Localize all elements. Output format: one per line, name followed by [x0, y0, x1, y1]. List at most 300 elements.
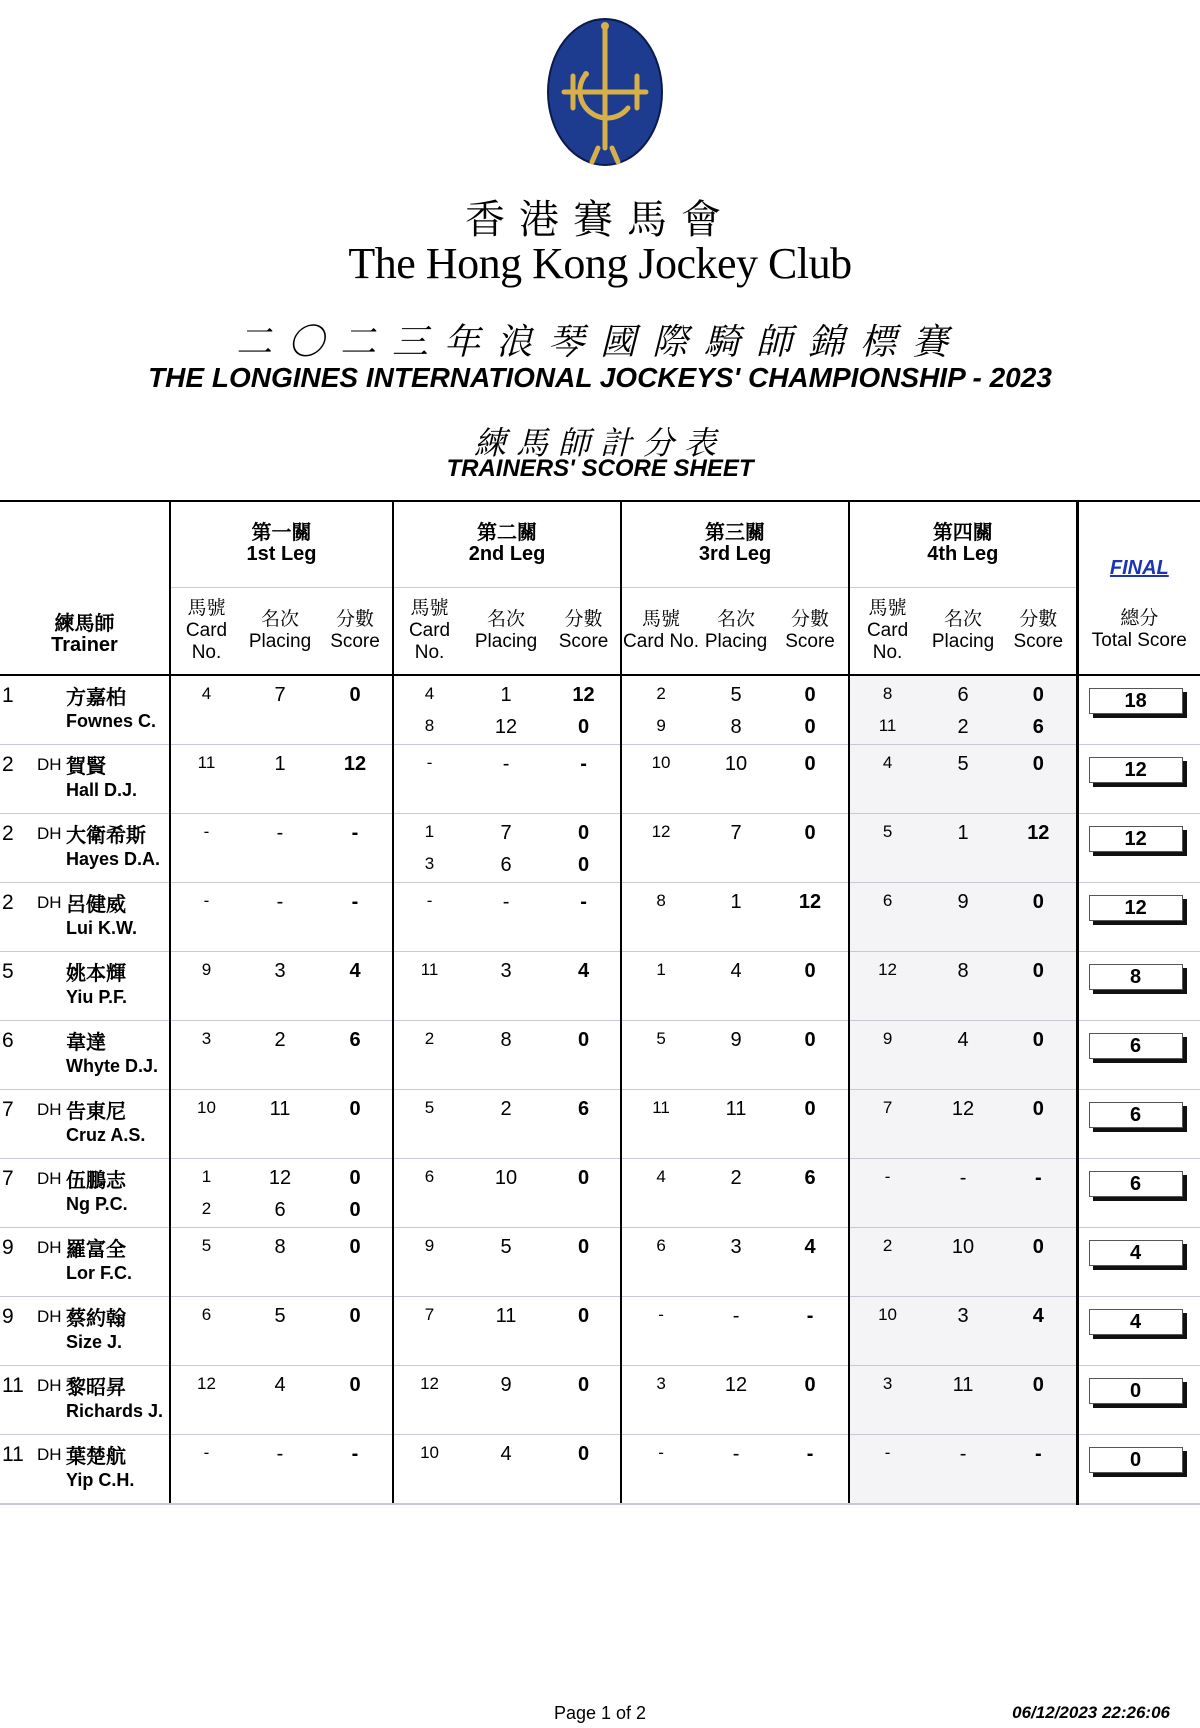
- leg-4-en: 4th Leg: [927, 543, 999, 566]
- cell-value: 11: [420, 959, 439, 979]
- cell-value: 0: [1032, 1373, 1044, 1396]
- cell-stack: [850, 676, 925, 744]
- cell-stack: [242, 676, 318, 744]
- cell-value: 0: [804, 683, 816, 706]
- cell-value: 2: [730, 1166, 742, 1189]
- cell-stack: [700, 1435, 772, 1503]
- total-wrap: [1079, 1297, 1200, 1365]
- table-row: [0, 1296, 1200, 1365]
- cell-value: 11: [878, 715, 897, 735]
- leg-4-zh: 第四關: [932, 522, 993, 545]
- cell-value: 0: [804, 1373, 816, 1396]
- total-wrap: [1079, 1090, 1200, 1158]
- cell-value: 12: [724, 1373, 748, 1396]
- rank-number: 1: [2, 683, 14, 707]
- leg-2-placing: [465, 1020, 547, 1089]
- leg-3-score: [772, 744, 849, 813]
- leg-1-card-no: [170, 744, 242, 813]
- cell-value: 10: [724, 752, 748, 775]
- leg-4-score: [1001, 1020, 1077, 1089]
- leg-3-placing: [700, 1434, 772, 1504]
- trainer-name-zh: 呂健威: [66, 891, 126, 916]
- cell-stack: [622, 1021, 700, 1089]
- leg-1-card-no: [170, 1089, 242, 1158]
- cell-value: 8: [957, 959, 969, 982]
- leg-4-placing: [925, 1020, 1001, 1089]
- col-header-card: [393, 587, 465, 675]
- cell-stack: [700, 1021, 772, 1089]
- cell-value: 0: [577, 1442, 590, 1465]
- cell-value: -: [351, 890, 359, 913]
- cell-stack: [1001, 1021, 1076, 1089]
- cell-value: 2: [882, 1235, 893, 1255]
- cell-stack: [547, 1159, 620, 1227]
- cell-stack: [622, 676, 700, 744]
- cell-stack: [925, 883, 1001, 951]
- cell-stack: [547, 1228, 620, 1296]
- rank-number: 5: [2, 959, 14, 983]
- col-header-score-zh: 分數: [791, 608, 830, 630]
- leg-2-card-no: [393, 1227, 465, 1296]
- leg-3-placing: [700, 1296, 772, 1365]
- leg-4-score: [1001, 1227, 1077, 1296]
- total-wrap: [1079, 883, 1200, 951]
- total-score-box: 8: [1089, 964, 1183, 990]
- cell-value: 0: [577, 715, 590, 738]
- cell-stack: [622, 952, 700, 1020]
- col-header-card-en: Card No.: [408, 619, 451, 663]
- cell-stack: [171, 883, 242, 951]
- leg-4-card-no: [849, 1089, 925, 1158]
- club-name-en: The Hong Kong Jockey Club: [348, 239, 852, 288]
- col-header-card: [621, 587, 700, 675]
- cell-value: 10: [878, 1304, 897, 1324]
- col-header-card-en: Card No.: [866, 619, 909, 663]
- leg-2-score: [547, 951, 621, 1020]
- leg-4-card-no: [849, 1365, 925, 1434]
- leg-3-header: [621, 501, 849, 587]
- total-wrap: [1079, 676, 1200, 744]
- leg-2-card-no: [393, 1089, 465, 1158]
- cell-stack: [394, 676, 465, 744]
- trainer-name-zh: 姚本輝: [66, 960, 126, 985]
- cell-stack: [772, 1435, 848, 1503]
- leg-1-card-no: [170, 1365, 242, 1434]
- col-header-card-zh: 馬號: [410, 597, 449, 619]
- cell-value: 0: [1032, 1097, 1044, 1120]
- leg-1-zh: 第一關: [251, 522, 312, 545]
- cell-value: 12: [951, 1097, 975, 1120]
- leg-3-score: [772, 951, 849, 1020]
- cell-stack: [171, 1090, 242, 1158]
- table-row: [0, 882, 1200, 951]
- cell-value: 5: [730, 683, 742, 706]
- dead-heat-marker: DH: [37, 1306, 62, 1326]
- total-wrap: [1079, 814, 1200, 882]
- cell-stack: [622, 1435, 700, 1503]
- cell-stack: [318, 1090, 392, 1158]
- cell-value: 0: [804, 959, 816, 982]
- cell-value: 0: [349, 1235, 361, 1258]
- cell-stack: [465, 745, 547, 813]
- col-header-placing: [925, 587, 1001, 675]
- cell-stack: [1001, 952, 1076, 1020]
- leg-2-score: [547, 1365, 621, 1434]
- cell-value: 0: [349, 683, 361, 706]
- cell-value: 6: [957, 683, 969, 706]
- total-score-cell: [1077, 882, 1200, 951]
- cell-stack: [318, 1297, 392, 1365]
- total-wrap: [1079, 1021, 1200, 1089]
- cell-value: 11: [652, 1097, 670, 1117]
- leg-1-placing: [242, 1227, 318, 1296]
- cell-stack: [622, 1159, 700, 1227]
- trainer-name-en: Ng P.C.: [66, 1193, 128, 1214]
- championship-title-en: THE LONGINES INTERNATIONAL JOCKEYS' CHAMPIONSHIP - 2023: [148, 362, 1052, 393]
- leg-3-card-no: [621, 1434, 700, 1504]
- cell-value: 12: [197, 1373, 216, 1393]
- cell-value: 0: [1032, 959, 1044, 982]
- cell-value: -: [203, 890, 210, 910]
- cell-stack: [171, 745, 242, 813]
- cell-stack: [171, 1021, 242, 1089]
- total-wrap: [1079, 952, 1200, 1020]
- leg-4-score: [1001, 1434, 1077, 1504]
- leg-3-placing: [700, 813, 772, 882]
- leg-2-card-no: [393, 1158, 465, 1227]
- cell-value: 5: [656, 1028, 666, 1048]
- cell-value: 9: [957, 890, 969, 913]
- cell-value: -: [276, 890, 284, 913]
- leg-3-placing: [700, 744, 772, 813]
- cell-stack: [772, 1090, 848, 1158]
- cell-value: 4: [424, 683, 435, 703]
- col-header-placing: [700, 587, 772, 675]
- leg-2-card-no: [393, 1434, 465, 1504]
- col-header-placing-en: Placing: [931, 630, 995, 652]
- cell-value: 7: [500, 821, 512, 844]
- score-table: [0, 500, 1200, 1505]
- leg-2-score: [547, 813, 621, 882]
- cell-stack: [925, 1366, 1001, 1434]
- leg-3-score: [772, 1158, 849, 1227]
- total-score-cell: [1077, 1365, 1200, 1434]
- trainer-cell: [0, 951, 170, 1020]
- cell-value: 7: [424, 1304, 435, 1324]
- cell-value: 9: [730, 1028, 742, 1051]
- cell-stack: [171, 814, 242, 882]
- trainer-name-en: Hall D.J.: [66, 779, 138, 800]
- leg-3-placing: [700, 675, 772, 745]
- cell-stack: [622, 883, 700, 951]
- cell-value: -: [502, 890, 510, 913]
- cell-stack: [171, 952, 242, 1020]
- leg-1-card-no: [170, 1158, 242, 1227]
- cell-stack: [850, 1159, 925, 1227]
- leg-2-score: [547, 675, 621, 745]
- col-header-score-en: Score: [558, 630, 609, 652]
- leg-3-card-no: [621, 675, 700, 745]
- cell-stack: [700, 1090, 772, 1158]
- cell-value: -: [806, 1442, 814, 1465]
- trainer-cell: [0, 1227, 170, 1296]
- leg-3-placing: [700, 951, 772, 1020]
- cell-stack: [547, 883, 620, 951]
- cell-stack: [465, 1366, 547, 1434]
- cell-value: 4: [957, 1028, 969, 1051]
- cell-stack: [242, 1297, 318, 1365]
- trainer-name-en: Lor F.C.: [66, 1262, 132, 1283]
- leg-4-placing: [925, 1089, 1001, 1158]
- cell-value: 7: [882, 1097, 893, 1117]
- cell-stack: [925, 1021, 1001, 1089]
- leg-3-placing: [700, 1158, 772, 1227]
- cell-value: -: [959, 1166, 967, 1189]
- cell-value: 0: [577, 1166, 590, 1189]
- leg-4-card-no: [849, 675, 925, 745]
- cell-value: 5: [424, 1097, 435, 1117]
- cell-value: 0: [577, 853, 590, 876]
- leg-4-card-no: [849, 1158, 925, 1227]
- dead-heat-marker: DH: [37, 892, 62, 912]
- leg-3-card-no: [621, 1365, 700, 1434]
- rank-number: 2: [2, 890, 14, 914]
- cell-value: 0: [804, 821, 816, 844]
- trainer-name-en: Cruz A.S.: [66, 1124, 146, 1145]
- cell-stack: [850, 1228, 925, 1296]
- rank-number: 2: [2, 821, 14, 845]
- cell-stack: [700, 1366, 772, 1434]
- cell-stack: [1001, 1228, 1076, 1296]
- total-score-box: 6: [1089, 1102, 1183, 1128]
- col-header-score-zh: 分數: [564, 608, 603, 630]
- leg-2-placing: [465, 813, 547, 882]
- leg-1-card-no: [170, 1434, 242, 1504]
- leg-1-placing: [242, 951, 318, 1020]
- leg-4-score: [1001, 882, 1077, 951]
- leg-1-placing: [242, 1158, 318, 1227]
- cell-value: 5: [274, 1304, 286, 1327]
- leg-1-card-no: [170, 1296, 242, 1365]
- col-header-placing-zh: 名次: [717, 608, 756, 630]
- total-score-box: 12: [1089, 757, 1183, 783]
- cell-value: 5: [957, 752, 969, 775]
- rank-number: 9: [2, 1235, 14, 1259]
- leg-1-score: [318, 1227, 393, 1296]
- trainer-name-en: Hayes D.A.: [66, 848, 161, 869]
- cell-stack: [925, 1435, 1001, 1503]
- trainer-name-en: Richards J.: [66, 1400, 164, 1421]
- total-score-cell: [1077, 1434, 1200, 1504]
- dead-heat-marker: DH: [37, 1444, 62, 1464]
- cell-stack: [465, 1435, 547, 1503]
- leg-4-card-no: [849, 1434, 925, 1504]
- cell-value: 8: [730, 715, 742, 738]
- cell-value: -: [580, 752, 587, 775]
- total-wrap: [1079, 1228, 1200, 1296]
- cell-stack: [547, 952, 620, 1020]
- cell-stack: [242, 1435, 318, 1503]
- cell-stack: [850, 952, 925, 1020]
- cell-stack: [318, 1159, 392, 1227]
- cell-value: -: [351, 1442, 359, 1465]
- leg-3-card-no: [621, 1296, 700, 1365]
- sheet-title-zh: 練馬師計分表: [473, 424, 726, 462]
- total-score-box: 0: [1089, 1447, 1183, 1473]
- total-score-cell: [1077, 744, 1200, 813]
- leg-2-card-no: [393, 675, 465, 745]
- cell-value: 12: [343, 752, 367, 775]
- leg-4-card-no: [849, 1020, 925, 1089]
- leg-2-score: [547, 1296, 621, 1365]
- cell-value: 4: [577, 959, 590, 982]
- cell-stack: [700, 1159, 772, 1227]
- cell-value: 11: [197, 752, 216, 772]
- cell-stack: [171, 1366, 242, 1434]
- cell-value: 6: [577, 1097, 590, 1120]
- col-header-card: [849, 587, 925, 675]
- championship-title-zh: 二〇二三年浪琴國際騎師錦標賽: [235, 322, 964, 363]
- cell-stack: [850, 1297, 925, 1365]
- table-row: [0, 1089, 1200, 1158]
- rank-number: 7: [2, 1097, 14, 1121]
- cell-stack: [394, 1228, 465, 1296]
- col-header-placing-en: Placing: [474, 630, 538, 652]
- total-score-cell: [1077, 675, 1200, 745]
- cell-stack: [1001, 1297, 1076, 1365]
- total-score-cell: [1077, 813, 1200, 882]
- trainer-name-zh: 大衛希斯: [66, 822, 146, 847]
- leg-3-score: [772, 675, 849, 745]
- trainer-cell: [0, 1434, 170, 1504]
- total-score-cell: [1077, 1089, 1200, 1158]
- cell-value: 6: [274, 1198, 286, 1221]
- leg-2-score: [547, 882, 621, 951]
- cell-stack: [700, 883, 772, 951]
- leg-1-card-no: [170, 1020, 242, 1089]
- leg-4-placing: [925, 744, 1001, 813]
- col-header-card-en: Card No.: [185, 619, 228, 663]
- total-score-box: 6: [1089, 1033, 1183, 1059]
- dead-heat-marker: DH: [37, 823, 62, 843]
- cell-stack: [772, 745, 848, 813]
- col-header-card-zh: 馬號: [187, 597, 226, 619]
- trainer-cell: [0, 813, 170, 882]
- cell-value: 4: [349, 959, 361, 982]
- cell-value: 4: [656, 1166, 666, 1186]
- leg-4-score: [1001, 1296, 1077, 1365]
- total-score-cell: [1077, 1296, 1200, 1365]
- cell-stack: [772, 883, 848, 951]
- leg-4-placing: [925, 1227, 1001, 1296]
- cell-stack: [465, 883, 547, 951]
- trainer-name-zh: 羅富全: [66, 1236, 126, 1261]
- trainer-cell: [0, 882, 170, 951]
- leg-2-card-no: [393, 813, 465, 882]
- cell-stack: [394, 952, 465, 1020]
- leg-3-en: 3rd Leg: [698, 543, 772, 566]
- cell-value: -: [580, 890, 587, 913]
- trainer-header-zh: 練馬師: [54, 612, 115, 635]
- rank-number: 6: [2, 1028, 14, 1052]
- cell-value: -: [732, 1442, 740, 1465]
- leg-1-card-no: [170, 1227, 242, 1296]
- leg-1-placing: [242, 882, 318, 951]
- leg-3-score: [772, 1434, 849, 1504]
- leg-1-placing: [242, 813, 318, 882]
- cell-value: 12: [798, 890, 822, 913]
- leg-1-score: [318, 675, 393, 745]
- cell-value: 6: [201, 1304, 212, 1324]
- cell-stack: [772, 1159, 848, 1227]
- cell-value: 4: [274, 1373, 286, 1396]
- leg-2-score: [547, 1020, 621, 1089]
- cell-stack: [318, 1435, 392, 1503]
- cell-value: 3: [882, 1373, 893, 1393]
- cell-stack: [772, 1366, 848, 1434]
- cell-value: 6: [656, 1235, 666, 1255]
- total-score-box: 12: [1089, 826, 1183, 852]
- cell-stack: [622, 814, 700, 882]
- leg-4-placing: [925, 1296, 1001, 1365]
- cell-value: -: [276, 1442, 284, 1465]
- cell-value: 12: [268, 1166, 292, 1189]
- trainer-name-en: Whyte D.J.: [66, 1055, 159, 1076]
- cell-stack: [1001, 1159, 1076, 1227]
- cell-value: 3: [424, 853, 435, 873]
- table-row: [0, 951, 1200, 1020]
- cell-value: 8: [274, 1235, 286, 1258]
- cell-value: -: [1034, 1166, 1042, 1189]
- leg-2-placing: [465, 1365, 547, 1434]
- cell-stack: [242, 1159, 318, 1227]
- leg-1-en: 1st Leg: [246, 543, 317, 566]
- trainer-cell: [0, 1296, 170, 1365]
- total-score-cell: [1077, 1227, 1200, 1296]
- cell-value: 11: [269, 1097, 291, 1120]
- table-row: [0, 1434, 1200, 1504]
- cell-value: 2: [201, 1198, 212, 1218]
- leg-3-score: [772, 1020, 849, 1089]
- cell-value: 0: [804, 1028, 816, 1051]
- leg-1-score: [318, 1365, 393, 1434]
- cell-value: -: [276, 821, 284, 844]
- cell-stack: [318, 814, 392, 882]
- leg-3-zh: 第三關: [705, 522, 766, 545]
- cell-stack: [394, 1090, 465, 1158]
- cell-stack: [547, 676, 620, 744]
- cell-stack: [394, 883, 465, 951]
- cell-stack: [242, 814, 318, 882]
- leg-4-card-no: [849, 744, 925, 813]
- cell-value: 12: [420, 1373, 439, 1393]
- cell-value: 0: [349, 1166, 361, 1189]
- cell-stack: [700, 1228, 772, 1296]
- cell-stack: [772, 952, 848, 1020]
- leg-4-card-no: [849, 1227, 925, 1296]
- leg-1-placing: [242, 1365, 318, 1434]
- cell-stack: [465, 1021, 547, 1089]
- trainer-cell: [0, 1020, 170, 1089]
- cell-stack: [171, 1297, 242, 1365]
- cell-stack: [465, 1228, 547, 1296]
- leg-1-header: [170, 501, 393, 587]
- cell-value: 0: [577, 1235, 590, 1258]
- cell-stack: [1001, 1435, 1076, 1503]
- cell-stack: [772, 814, 848, 882]
- cell-value: 4: [730, 959, 742, 982]
- cell-stack: [850, 883, 925, 951]
